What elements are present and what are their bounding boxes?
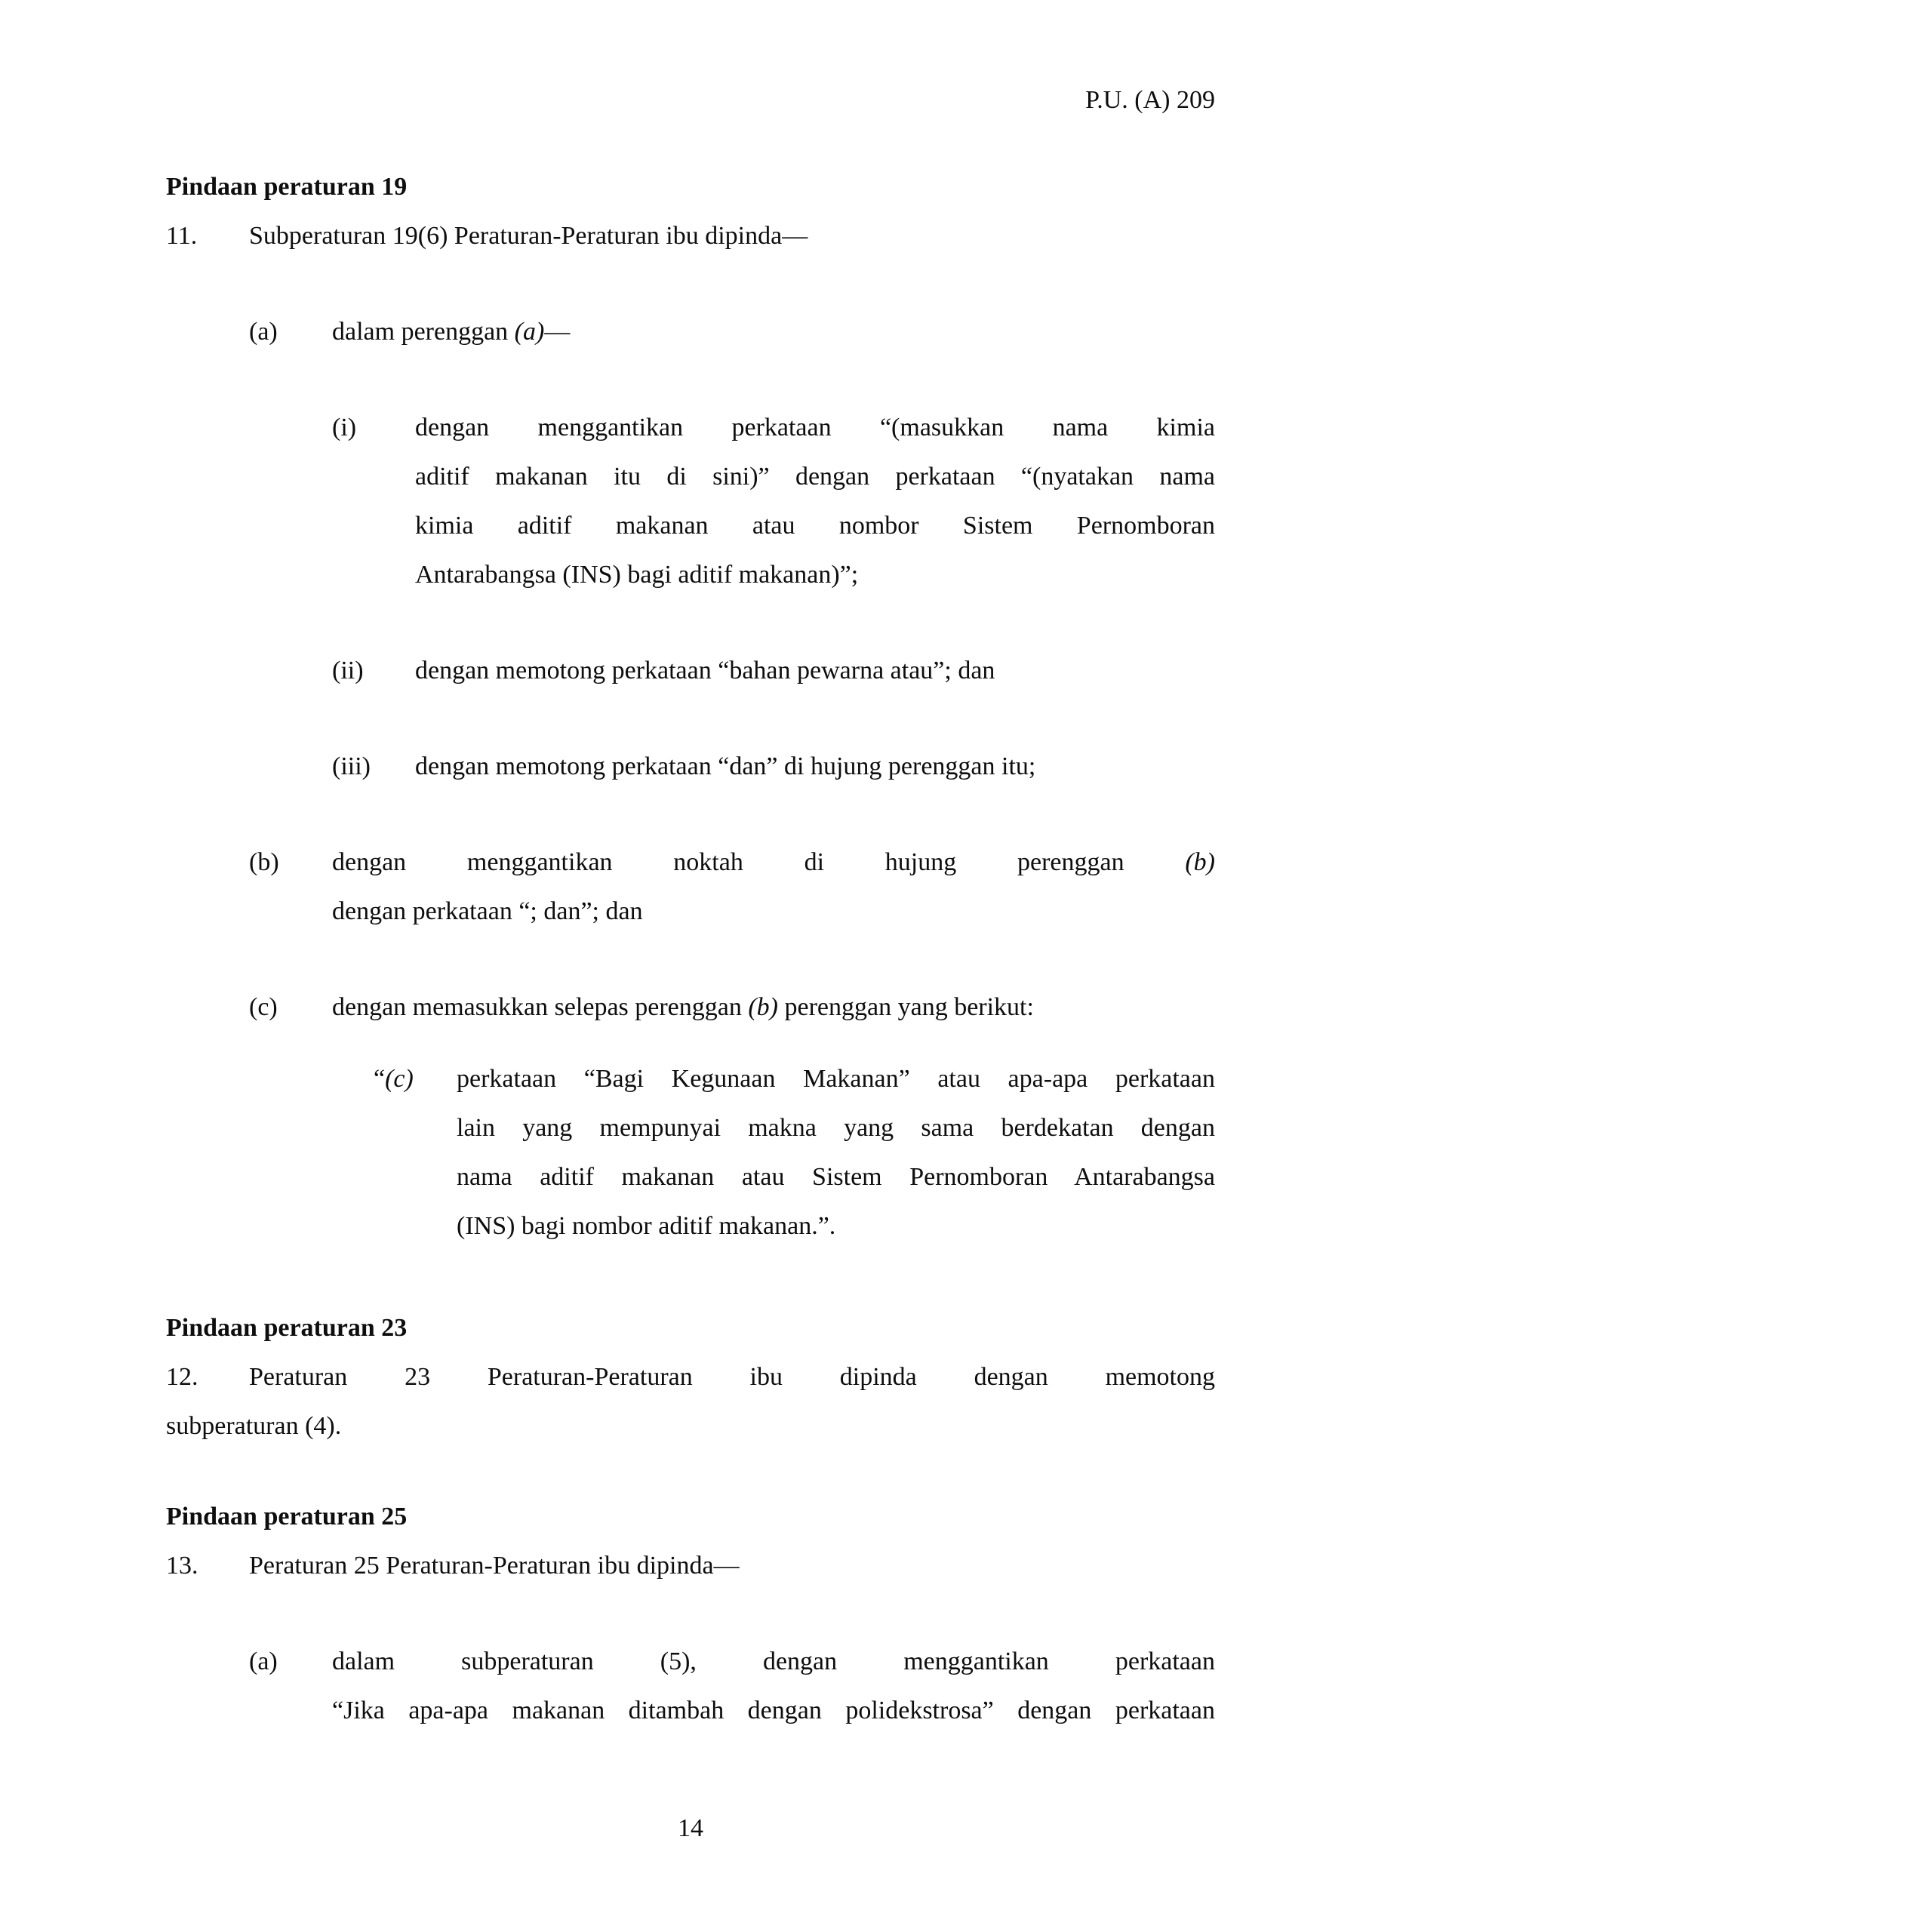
subitem-i-label: (i) bbox=[332, 414, 357, 441]
text-line: “Jika apa-apa makanan ditambah dengan polidekstrosa” dengan perkataan bbox=[332, 1697, 1215, 1724]
item-a-intro-line bbox=[332, 307, 1215, 356]
text-line: nama aditif makanan atau Sistem Pernomboran Antarabangsa bbox=[457, 1163, 1215, 1191]
text-line: dalam subperaturan (5), dengan menggantikan perkataan bbox=[332, 1647, 1215, 1675]
subitem-iii bbox=[332, 742, 1215, 791]
section-25-heading: Pindaan peraturan 25 bbox=[166, 1503, 408, 1531]
text-line: dengan perkataan “; dan”; dan bbox=[332, 897, 643, 925]
item-13-text: Peraturan 25 Peraturan-Peraturan ibu dipinda— bbox=[249, 1552, 740, 1580]
text-line: dengan menggantikan perkataan “(masukkan nama kimia bbox=[415, 414, 1215, 441]
item-13a-label: (a) bbox=[249, 1647, 278, 1675]
item-b-label: (b) bbox=[249, 848, 279, 876]
item-13-line bbox=[166, 1541, 1215, 1590]
text-line: perkataan “Bagi Kegunaan Makanan” atau apa-apa perkataan bbox=[457, 1065, 1215, 1093]
subitem-ii-label: (ii) bbox=[332, 657, 364, 685]
text-line bbox=[332, 838, 1215, 887]
item-13-number: 13. bbox=[166, 1552, 198, 1580]
item-b-text bbox=[332, 838, 1215, 936]
text-line: aditif makanan itu di sini)” dengan perkataan “(nyatakan nama bbox=[415, 463, 1215, 491]
item-a-intro-post: — bbox=[544, 318, 571, 346]
subitem-ii-text bbox=[415, 646, 1215, 695]
item-c-intro-line bbox=[332, 983, 1215, 1032]
subitem-i-text bbox=[415, 403, 1215, 599]
item-c-text bbox=[332, 983, 1215, 1032]
section-19-heading: Pindaan peraturan 19 bbox=[166, 173, 408, 201]
item-12-text-line1: Peraturan 23 Peraturan-Peraturan ibu dipinda dengan memotong bbox=[249, 1363, 1215, 1391]
doc-reference: P.U. (A) 209 bbox=[1085, 86, 1215, 114]
text-line: lain yang mempunyai makna yang sama berdekatan dengan bbox=[457, 1114, 1215, 1142]
item-12-line2: subperaturan (4). bbox=[166, 1412, 342, 1440]
page-number: 14 bbox=[678, 1814, 703, 1842]
item-a-label: (a) bbox=[249, 318, 278, 346]
open-quote-mark: “ bbox=[374, 1065, 386, 1093]
item-11-number: 11. bbox=[166, 222, 198, 250]
item-a-text bbox=[332, 307, 1215, 356]
item-b bbox=[249, 838, 1215, 936]
subitem-i bbox=[332, 403, 1215, 599]
item-c-label: (c) bbox=[249, 993, 278, 1021]
text-line: dengan memotong perkataan “dan” di hujung perenggan itu; bbox=[415, 752, 1036, 780]
page-content bbox=[166, 75, 1215, 1735]
subitem-iii-label: (iii) bbox=[332, 752, 371, 780]
text-line: kimia aditif makanan atau nombor Sistem Pernomboran bbox=[415, 512, 1215, 540]
item-11-line bbox=[166, 211, 1215, 260]
inserted-paragraph-c-label bbox=[374, 1054, 457, 1103]
item-12-number: 12. bbox=[166, 1363, 198, 1391]
item-a bbox=[249, 307, 1215, 356]
subitem-ii bbox=[332, 646, 1215, 695]
text-line: (INS) bagi nombor aditif makanan.”. bbox=[457, 1212, 836, 1240]
inserted-paragraph-c-letter: (c) bbox=[385, 1065, 414, 1093]
section-23-heading: Pindaan peraturan 23 bbox=[166, 1314, 408, 1342]
inserted-paragraph-c-text bbox=[457, 1054, 1215, 1251]
subitem-iii-text bbox=[415, 742, 1215, 791]
item-c bbox=[249, 983, 1215, 1032]
item-13a-text bbox=[332, 1637, 1215, 1735]
item-13a bbox=[249, 1637, 1215, 1735]
text-line: Antarabangsa (INS) bagi aditif makanan)”; bbox=[415, 561, 859, 589]
item-a-intro-pre: dalam perenggan bbox=[332, 318, 515, 346]
item-11-text: Subperaturan 19(6) Peraturan-Peraturan ibu dipinda— bbox=[249, 222, 808, 250]
item-13 bbox=[166, 1541, 1215, 1590]
item-c-intro-italic: (b) bbox=[748, 993, 779, 1021]
item-b-line1-pre: dengan menggantikan noktah di hujung perenggan bbox=[332, 848, 1186, 876]
item-11 bbox=[166, 211, 1215, 260]
item-b-line1-italic: (b) bbox=[1185, 848, 1215, 876]
inserted-paragraph-c bbox=[374, 1054, 1215, 1251]
item-12-line1 bbox=[166, 1352, 1215, 1401]
item-c-intro-pre: dengan memasukkan selepas perenggan bbox=[332, 993, 749, 1021]
item-12 bbox=[166, 1352, 1215, 1451]
item-a-intro-italic: (a) bbox=[514, 318, 545, 346]
text-line: dengan memotong perkataan “bahan pewarna atau”; dan bbox=[415, 657, 995, 685]
item-c-intro-post: perenggan yang berikut: bbox=[778, 993, 1034, 1021]
